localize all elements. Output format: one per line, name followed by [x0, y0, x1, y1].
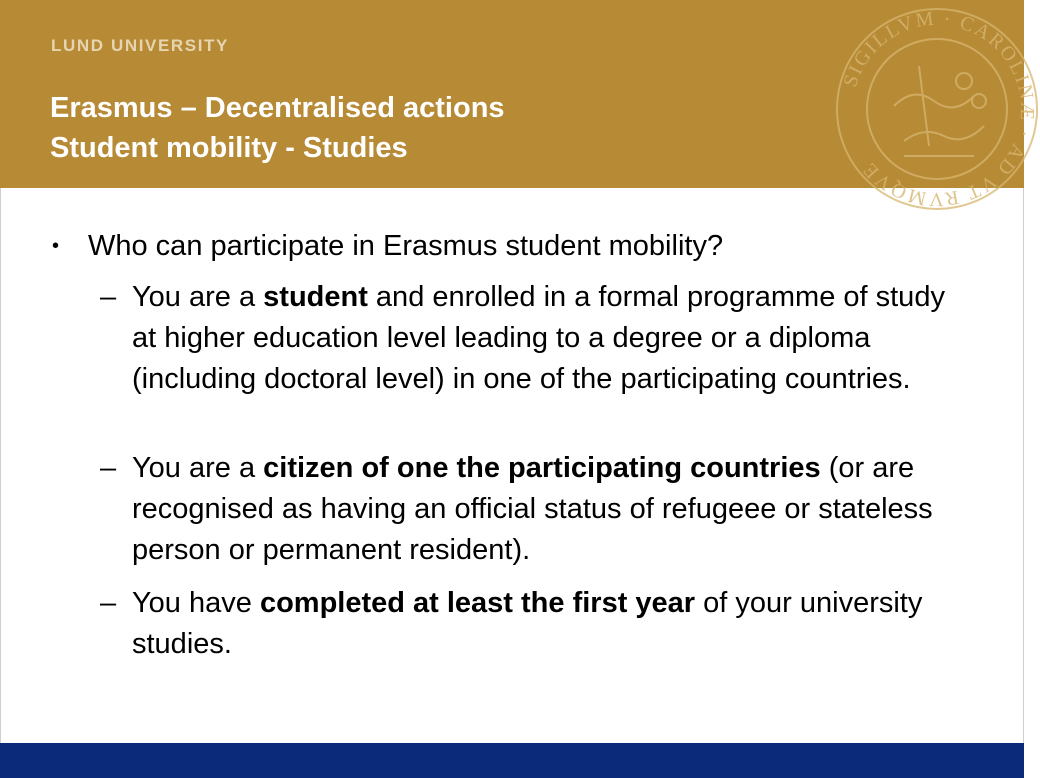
university-name: LUND UNIVERSITY: [51, 36, 229, 55]
title-line-1: Erasmus – Decentralised actions: [50, 92, 505, 124]
dash-mark: –: [100, 452, 117, 484]
seal-text: SIGILLVM · CAROLINÆ · AD VT RVMQVE: [839, 7, 1039, 211]
sub-bullet-text: You have completed at least the first year of your university studies.: [132, 587, 923, 660]
sub-bullet-text: You are a citizen of one the participating countries (or are recognised as having an official status of refugeee or stateless person or permanent resident).: [132, 452, 933, 566]
slide-title: [50, 88, 505, 168]
title-line-2: Student mobility - Studies: [50, 132, 408, 164]
dash-mark: –: [100, 281, 117, 313]
emphasis: citizen of one the participating countries: [263, 452, 821, 484]
emphasis: student: [263, 281, 368, 313]
bullet-mark: •: [52, 235, 60, 257]
dash-mark: –: [100, 587, 117, 619]
university-seal-icon: [834, 6, 1040, 212]
header-band: [0, 0, 1039, 211]
emphasis: completed at least the first year: [259, 587, 696, 619]
main-question: Who can participate in Erasmus student mobility?: [88, 230, 724, 262]
sub-bullet-text: You are a student and enrolled in a formal programme of study at higher education level leading to a degree or a diploma (including doctoral level) in one of the participating countries.: [132, 281, 945, 395]
footer-band: [0, 743, 1024, 778]
